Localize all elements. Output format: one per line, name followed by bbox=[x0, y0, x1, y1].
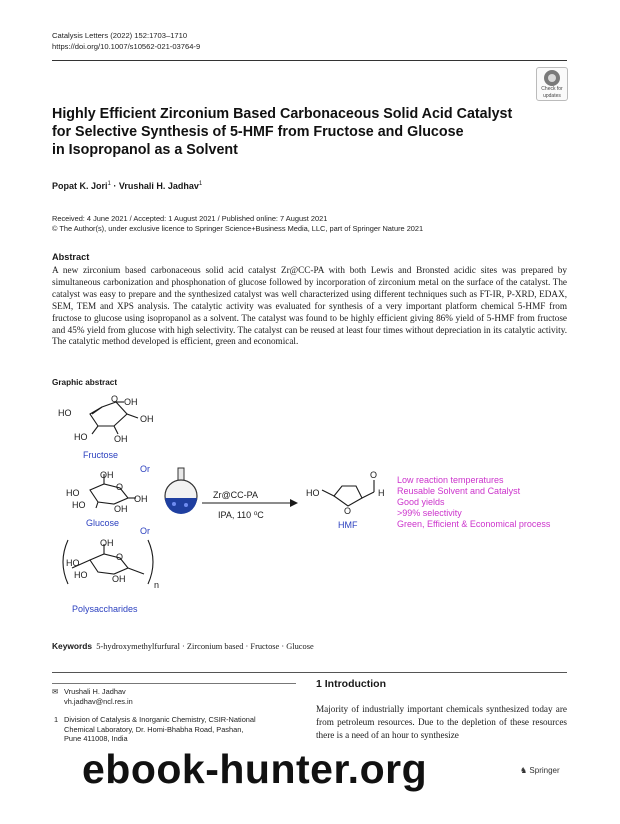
title-line-1: Highly Efficient Zirconium Based Carbonaceous Solid Acid Catalyst bbox=[52, 106, 513, 122]
flask-icon bbox=[165, 468, 197, 514]
fructose-o: O bbox=[111, 394, 119, 404]
author-name[interactable]: Vrushali H. Jadhav bbox=[118, 181, 199, 191]
hmf-ho: HO bbox=[306, 488, 320, 498]
polysaccharide-oh: OH bbox=[100, 538, 114, 548]
glucose-ho: HO bbox=[66, 488, 80, 498]
journal-citation: Catalysis Letters (2022) 152:1703–1710 bbox=[52, 31, 188, 40]
polysaccharide-oh: OH bbox=[112, 574, 126, 584]
benefit-item: >99% selectivity bbox=[397, 508, 462, 518]
fructose-ho: HO bbox=[74, 432, 88, 442]
hmf-label: HMF bbox=[338, 520, 358, 530]
hmf-o: O bbox=[370, 470, 378, 480]
corresponding-author: Vrushali H. Jadhav bbox=[64, 687, 126, 696]
polysaccharide-ho: HO bbox=[74, 570, 88, 580]
keywords-text: 5-hydroxymethylfurfural · Zirconium based · Fructose · Glucose bbox=[96, 642, 314, 651]
badge-label-1: Check for bbox=[541, 86, 563, 92]
glucose-oh: OH bbox=[134, 494, 148, 504]
or-label: Or bbox=[140, 464, 150, 474]
conditions-label: IPA, 110 ⁰C bbox=[218, 510, 264, 520]
abstract-heading: Abstract bbox=[52, 252, 90, 262]
email-link[interactable]: vh.jadhav@ncl.res.in bbox=[64, 697, 133, 706]
hmf-o: O bbox=[344, 506, 352, 516]
author-affiliation-mark: 1 bbox=[198, 181, 203, 187]
doi-link[interactable]: https://doi.org/10.1007/s10562-021-03764-9 bbox=[52, 42, 201, 51]
check-updates-icon bbox=[544, 70, 560, 86]
affiliation-text bbox=[64, 715, 296, 744]
fructose-oh: OH bbox=[140, 414, 154, 424]
author-name[interactable]: Popat K. Jori bbox=[52, 181, 108, 191]
springer-horse-icon: ♞ bbox=[520, 766, 528, 775]
benefit-item: Reusable Solvent and Catalyst bbox=[397, 486, 521, 496]
affiliation-line: Pune 411008, India bbox=[64, 734, 128, 744]
watermark: ebook-hunter.org bbox=[82, 746, 428, 792]
author-separator: · bbox=[110, 181, 119, 191]
springer-logo bbox=[520, 766, 560, 775]
polysaccharides-label: Polysaccharides bbox=[72, 604, 138, 614]
polysaccharide-o: O bbox=[116, 552, 124, 562]
glucose-oh: OH bbox=[114, 504, 128, 514]
hmf-h: H bbox=[378, 488, 385, 498]
polysaccharide-ho: HO bbox=[66, 558, 80, 568]
envelope-icon: ✉ bbox=[52, 687, 59, 696]
glucose-ho: HO bbox=[72, 500, 86, 510]
fructose-oh: OH bbox=[114, 434, 128, 444]
fructose-ho: HO bbox=[58, 408, 72, 418]
paper-title bbox=[52, 105, 522, 159]
fructose-oh: OH bbox=[124, 397, 138, 407]
polymer-n: n bbox=[154, 580, 160, 590]
header-rule bbox=[52, 60, 567, 61]
fructose-label: Fructose bbox=[83, 450, 119, 460]
journal-header bbox=[52, 30, 200, 52]
graphic-abstract-figure bbox=[52, 392, 567, 627]
hmf-structure bbox=[322, 480, 374, 506]
or-label: Or bbox=[140, 526, 150, 536]
benefit-item: Low reaction temperatures bbox=[397, 475, 504, 485]
history-line: Received: 4 June 2021 / Accepted: 1 August 2021 / Published online: 7 August 2021 bbox=[52, 214, 328, 223]
introduction-text: Majority of industrially important chemicals synthesized today are from petroleum resources. Due to the depletion of these resources there is a need of an hour to synthesize bbox=[316, 704, 567, 740]
glucose-oh: OH bbox=[100, 470, 114, 480]
title-line-3: in Isopropanol as a Solvent bbox=[52, 142, 238, 158]
graphic-abstract-heading: Graphic abstract bbox=[52, 378, 118, 387]
copyright-line: © The Author(s), under exclusive licence to Springer Science+Business Media, LLC, part of Springer Nature 2021 bbox=[52, 224, 424, 233]
affiliation-line: Division of Catalysis & Inorganic Chemistry, CSIR-National bbox=[64, 715, 256, 724]
arrowhead-icon bbox=[290, 499, 298, 507]
glucose-o: O bbox=[116, 482, 124, 492]
benefit-item: Green, Efficient & Economical process bbox=[397, 519, 551, 529]
section-rule bbox=[52, 672, 567, 673]
check-for-updates-badge[interactable] bbox=[536, 67, 568, 101]
correspondence-block bbox=[52, 687, 126, 697]
publication-dates bbox=[52, 214, 423, 234]
affiliation-number: 1 bbox=[54, 715, 59, 724]
benefit-item: Good yields bbox=[397, 497, 445, 507]
footnote-rule bbox=[52, 683, 296, 684]
keywords-label: Keywords bbox=[52, 641, 93, 651]
keywords-line bbox=[52, 641, 314, 651]
glucose-label: Glucose bbox=[86, 518, 120, 528]
springer-label: Springer bbox=[529, 766, 560, 775]
abstract-text: A new zirconium based carbonaceous solid acid catalyst Zr@CC-PA with both Lewis and Bronsted acidic sites was prepared by simultaneous carbonization and phosphonation of glucose followed by incorporation of zirconium metal on the surface of the catalyst. The catalyst was easy to prepare and the synthesized catalyst was well characterized using different techniques such as FT-IR, P-XRD, EDAX, SEM, TEM and XPS analysis. The catalytic activity was evaluated for synthesis of a very important platform chemical 5-HMF from fructose to glucose using isopropanol as a solvent. The catalyst was found to be highly efficient giving 86% yield of 5-HMF from fructose and 45% yield from glucose with high selectivity. The catalyst can be reused at least four times without depreciation in its catalytic activity. The catalytic method developed is efficient, green and economical. bbox=[52, 265, 567, 347]
badge-label-2: updates bbox=[543, 92, 561, 99]
affiliation-line: Chemical Laboratory, Dr. Homi-Bhabha Road, Pashan, bbox=[64, 724, 244, 734]
author-affiliation-mark: 1 bbox=[107, 181, 111, 187]
catalyst-label: Zr@CC-PA bbox=[213, 490, 258, 500]
introduction-heading: 1 Introduction bbox=[316, 678, 386, 690]
title-line-2: for Selective Synthesis of 5-HMF from Fructose and Glucose bbox=[52, 124, 464, 140]
author-list bbox=[52, 181, 202, 191]
